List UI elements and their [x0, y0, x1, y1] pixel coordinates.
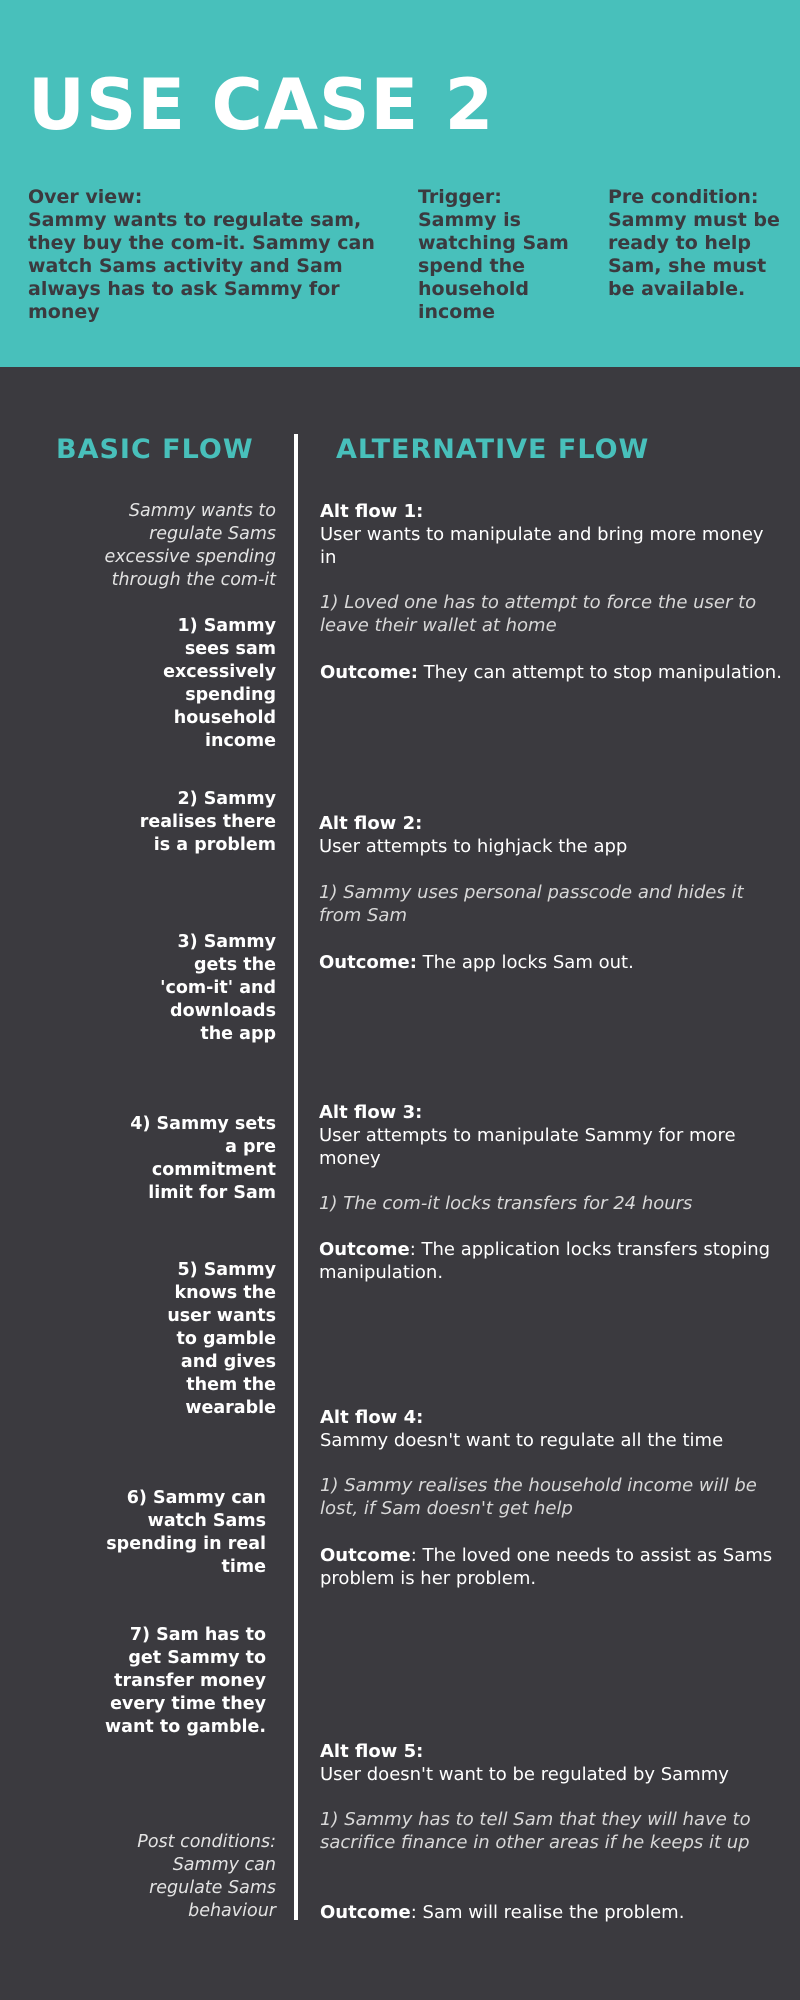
trigger-block	[418, 186, 588, 324]
alt-flow-4-outcome-text: : The loved one needs to assist as Sams problem is her problem.	[320, 1545, 773, 1589]
precondition-label: Pre condition:	[608, 186, 759, 208]
alt-flow-1-outcome-label: Outcome:	[320, 662, 418, 683]
precondition-block	[608, 186, 793, 301]
alt-flow-3-heading: Alt flow 3:	[319, 1102, 423, 1123]
alt-flow-2-outcome-text: The app locks Sam out.	[416, 952, 634, 973]
alt-flow-3-description: User attempts to manipulate Sammy for more money	[319, 1125, 736, 1169]
basic-step-3: 3) Sammy gets the 'com-it' and downloads the app	[160, 932, 276, 1044]
basic-step-1: 1) Sammy sees sam excessively spending household income	[163, 616, 276, 751]
basic-step-4: 4) Sammy sets a pre commitment limit for Sam	[130, 1114, 276, 1203]
alt-flow-4-step: 1) Sammy realises the household income will be lost, if Sam doesn't get help	[320, 1475, 757, 1519]
alt-flow-5-outcome-text: : Sam will realise the problem.	[410, 1902, 685, 1923]
alt-flow-5-outcome	[320, 1901, 785, 1924]
alt-flow-2-description: User attempts to highjack the app	[319, 836, 628, 857]
basic-flow-intro: Sammy wants to regulate Sams excessive spending through the com-it	[104, 501, 276, 590]
alt-flow-4-outcome-label: Outcome	[320, 1545, 411, 1566]
alt-flow-3-outcome-label: Outcome	[319, 1239, 410, 1260]
column-divider	[294, 434, 298, 1920]
alt-flow-5	[320, 1740, 785, 1786]
alt-flow-1	[320, 500, 785, 569]
alt-flow-1-outcome-text: They can attempt to stop manipulation.	[417, 662, 782, 683]
overview-text: Sammy wants to regulate sam, they buy the com-it. Sammy can watch Sams activity and Sam always has to ask Sammy for money	[28, 209, 375, 323]
alt-flow-5-heading: Alt flow 5:	[320, 1741, 424, 1762]
alt-flow-4-outcome	[320, 1544, 785, 1590]
alt-flow-5-outcome-label: Outcome	[320, 1902, 411, 1923]
overview-block	[28, 186, 388, 324]
alt-flow-4	[320, 1406, 785, 1452]
basic-step-7: 7) Sam has to get Sammy to transfer money every time they want to gamble.	[105, 1625, 266, 1737]
basic-flow-title: BASIC FLOW	[56, 434, 254, 465]
header-banner	[0, 0, 800, 367]
alt-flow-1-step: 1) Loved one has to attempt to force the user to leave their wallet at home	[320, 592, 757, 636]
alt-flow-1-heading: Alt flow 1:	[320, 501, 424, 522]
alternative-flow-title: ALTERNATIVE FLOW	[336, 434, 650, 465]
trigger-label: Trigger:	[418, 186, 502, 208]
basic-step-2: 2) Sammy realises there is a problem	[139, 789, 276, 855]
basic-step-6: 6) Sammy can watch Sams spending in real time	[106, 1488, 266, 1577]
alt-flow-2-step: 1) Sammy uses personal passcode and hides it from Sam	[319, 882, 744, 926]
basic-post-conditions: Post conditions: Sammy can regulate Sams behaviour	[137, 1832, 276, 1921]
alt-flow-3-outcome	[319, 1238, 784, 1284]
alt-flow-1-outcome	[320, 661, 785, 684]
page-title: USE CASE 2	[28, 64, 495, 146]
alt-flow-2-heading: Alt flow 2:	[319, 813, 423, 834]
alt-flow-4-heading: Alt flow 4:	[320, 1407, 424, 1428]
alt-flow-5-step: 1) Sammy has to tell Sam that they will have to sacrifice finance in other areas if he keeps it up	[320, 1809, 751, 1853]
alt-flow-2	[319, 812, 784, 858]
alt-flow-5-description: User doesn't want to be regulated by Sammy	[320, 1764, 729, 1785]
alt-flow-2-outcome-label: Outcome:	[319, 952, 417, 973]
basic-step-5: 5) Sammy knows the user wants to gamble and gives them the wearable	[167, 1260, 276, 1418]
precondition-text: Sammy must be ready to help Sam, she must be available.	[608, 209, 780, 300]
alt-flow-3	[319, 1101, 784, 1170]
alt-flow-4-description: Sammy doesn't want to regulate all the time	[320, 1430, 724, 1451]
alt-flow-1-description: User wants to manipulate and bring more money in	[320, 524, 764, 568]
alt-flow-3-step: 1) The com-it locks transfers for 24 hours	[319, 1193, 693, 1214]
alt-flow-2-outcome	[319, 951, 784, 974]
overview-label: Over view:	[28, 186, 143, 208]
alt-flow-3-outcome-text: : The application locks transfers stoping manipulation.	[319, 1239, 771, 1283]
trigger-text: Sammy is watching Sam spend the household income	[418, 209, 569, 323]
